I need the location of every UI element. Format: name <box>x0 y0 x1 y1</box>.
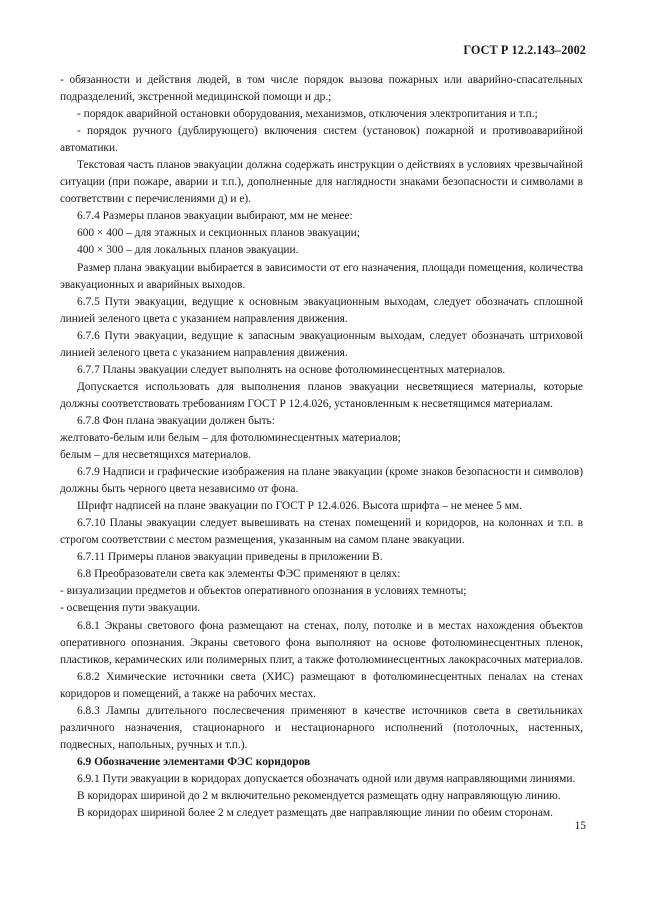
clause-6-7-7: 6.7.7 Планы эвакуации следует выполнять на основе фотолюминесцентных материалов. <box>77 363 506 376</box>
list-item-manual-activation: - порядок ручного (дублирующего) включения систем (установок) пожарной и противоаварийной автоматики. <box>60 125 583 155</box>
list-item-visualization: - визуализации предметов и объектов оперативного опознания в условиях темноты; <box>60 585 467 598</box>
clause-6-7-4: 6.7.4 Размеры планов эвакуации выбирают, мм не менее: <box>77 210 353 223</box>
clause-6-7-5: 6.7.5 Пути эвакуации, ведущие к основным эвакуационным выходам, следует обозначать сплошной линией зеленого цвета с указанием направления движения. <box>60 295 583 325</box>
clause-6-7-8: 6.7.8 Фон плана эвакуации должен быть: <box>77 414 275 427</box>
paragraph-font: Шрифт надписей на плане эвакуации по ГОСТ Р 12.4.026. Высота шрифта – не менее 5 мм. <box>77 500 522 513</box>
list-item-emergency-stop: - порядок аварийной остановки оборудования, механизмов, отключения электропитания и т.п.; <box>77 108 538 121</box>
document-code-header: ГОСТ Р 12.2.143–2002 <box>463 43 586 57</box>
section-heading-6-9: 6.9 Обозначение элементами ФЭС коридоров <box>77 755 311 768</box>
clause-6-8-1: 6.8.1 Экраны светового фона размещают на стенах, полу, потолке и в местах нахождения объектов оперативного опознания. Экраны светового фона выполняют на основе фотолюминесцентных пленок, пластиков, керамических или полимерных плит, а также фотолюминесцентных лакокрасочных материалов. <box>60 619 583 666</box>
paragraph-non-luminous: Допускается использовать для выполнения планов эвакуации несветящиеся материалы, которые должны соответствовать требованиям ГОСТ Р 12.4.026, установленным к несветящимся материалам. <box>60 380 583 410</box>
size-floor-plans: 600 × 400 – для этажных и секционных планов эвакуации; <box>77 227 360 240</box>
background-non-luminous: белым – для несветящихся материалов. <box>60 449 251 462</box>
size-local-plans: 400 × 300 – для локальных планов эвакуации. <box>77 244 299 257</box>
clause-6-7-9: 6.7.9 Надписи и графические изображения на плане эвакуации (кроме знаков безопасности и символов) должны быть черного цвета независимо от фона. <box>60 466 583 496</box>
list-item-duties: - обязанности и действия людей, в том числе порядок вызова пожарных или аварийно-спасательных подразделений, экстренной медицинской помощи и др.; <box>60 74 583 104</box>
clause-6-7-6: 6.7.6 Пути эвакуации, ведущие к запасным эвакуационным выходам, следует обозначать штриховой линией зеленого цвета с указанием направления движения. <box>60 329 583 359</box>
body-text <box>60 72 583 822</box>
clause-6-8-2: 6.8.2 Химические источники света (ХИС) размещают в фотолюминесцентных пеналах на стенах коридоров и помещений, а также на рабочих местах. <box>60 670 583 700</box>
clause-6-7-10: 6.7.10 Планы эвакуации следует вывешивать на стенах помещений и коридоров, на колоннах и т.п. в строгом соответствии с местом размещения, указанным на самом плане эвакуации. <box>60 517 583 547</box>
paragraph-text-part: Текстовая часть планов эвакуации должна содержать инструкции о действиях в условиях чрезвычайной ситуации (при пожаре, аварии и т.п.), дополненные для наглядности знаками безопасности и символами в соответствии с перечислениями д) и е). <box>60 159 583 206</box>
clause-6-9-1: 6.9.1 Пути эвакуации в коридорах допускается обозначать одной или двумя направляющими линиями. <box>77 772 576 785</box>
list-item-lighting: - освещения пути эвакуации. <box>60 602 201 615</box>
paragraph-corridor-narrow: В коридорах шириной до 2 м включительно рекомендуется размещать одну направляющую линию. <box>77 789 561 802</box>
clause-6-8: 6.8 Преобразователи света как элементы ФЭС применяют в целях: <box>77 568 401 581</box>
background-photoluminescent: желтовато-белым или белым – для фотолюминесцентных материалов; <box>60 431 401 444</box>
clause-6-7-11: 6.7.11 Примеры планов эвакуации приведены в приложении В. <box>77 551 383 564</box>
paragraph-plan-size: Размер плана эвакуации выбирается в зависимости от его назначения, площади помещения, количества эвакуационных и аварийных выходов. <box>60 261 583 291</box>
page-number: 15 <box>574 820 586 832</box>
paragraph-corridor-wide: В коридорах шириной более 2 м следует размещать две направляющие линии по обеим сторонам. <box>77 807 553 820</box>
clause-6-8-3: 6.8.3 Лампы длительного послесвечения применяют в качестве источников света в светильниках различного назначения, стационарного и нестационарного исполнений (потолочных, настенных, подвесных, напольных, ручных и т.п.). <box>60 704 583 751</box>
